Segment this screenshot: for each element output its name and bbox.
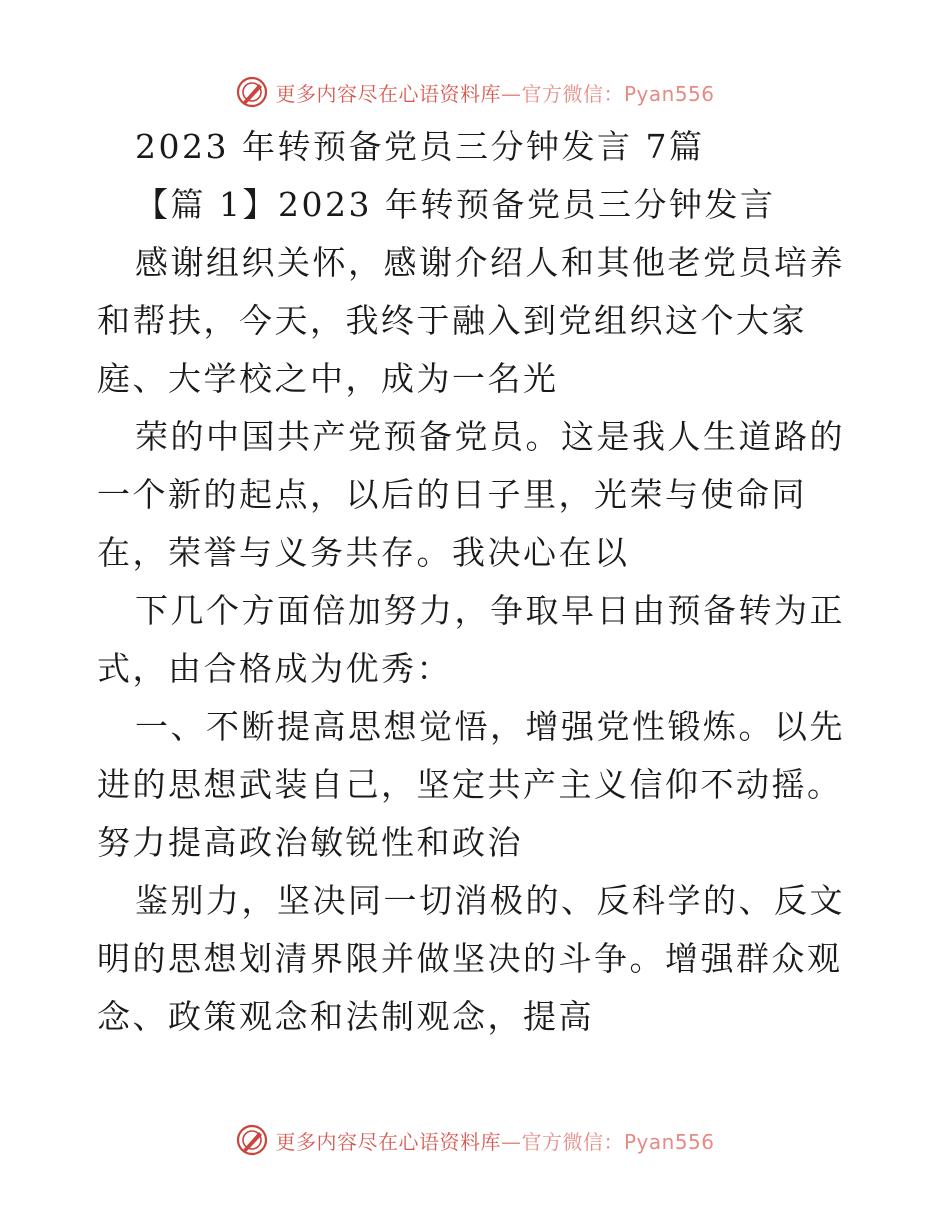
banner-separator-text: —官方微信：: [500, 81, 624, 106]
header-watermark: [0, 72, 950, 112]
banner-main-text: 更多内容尽在心语资料库: [275, 81, 501, 106]
paragraph-2: 荣的中国共产党预备党员。这是我人生道路的一个新的起点，以后的日子里，光荣与使命同在，荣誉与义务共存。我决心在以: [97, 417, 845, 572]
pen-logo-icon: [235, 1123, 269, 1157]
banner-wechat-id: Pyan556: [623, 81, 715, 106]
banner-wechat-id: Pyan556: [623, 1129, 715, 1154]
document-title: 2023 年转预备党员三分钟发言 7篇: [135, 127, 705, 166]
pen-logo-icon: [235, 75, 269, 109]
paragraph-4: 一、不断提高思想觉悟，增强党性锻炼。以先进的思想武装自己，坚定共产主义信仰不动摇。努力提高政治敏锐性和政治: [97, 707, 845, 862]
section-heading: 【篇 1】2023 年转预备党员三分钟发言: [135, 185, 776, 224]
document-body: [97, 118, 857, 1046]
banner-separator-text: —官方微信：: [500, 1129, 624, 1154]
banner-main-text: 更多内容尽在心语资料库: [275, 1129, 501, 1154]
paragraph-3: 下几个方面倍加努力，争取早日由预备转为正式，由合格成为优秀：: [97, 591, 845, 688]
footer-watermark: [0, 1120, 950, 1160]
paragraph-1: 感谢组织关怀，感谢介绍人和其他老党员培养和帮扶，今天，我终于融入到党组织这个大家庭、大学校之中，成为一名光: [97, 243, 845, 398]
paragraph-5: 鉴别力，坚决同一切消极的、反科学的、反文明的思想划清界限并做坚决的斗争。增强群众观念、政策观念和法制观念，提高: [97, 881, 845, 1036]
